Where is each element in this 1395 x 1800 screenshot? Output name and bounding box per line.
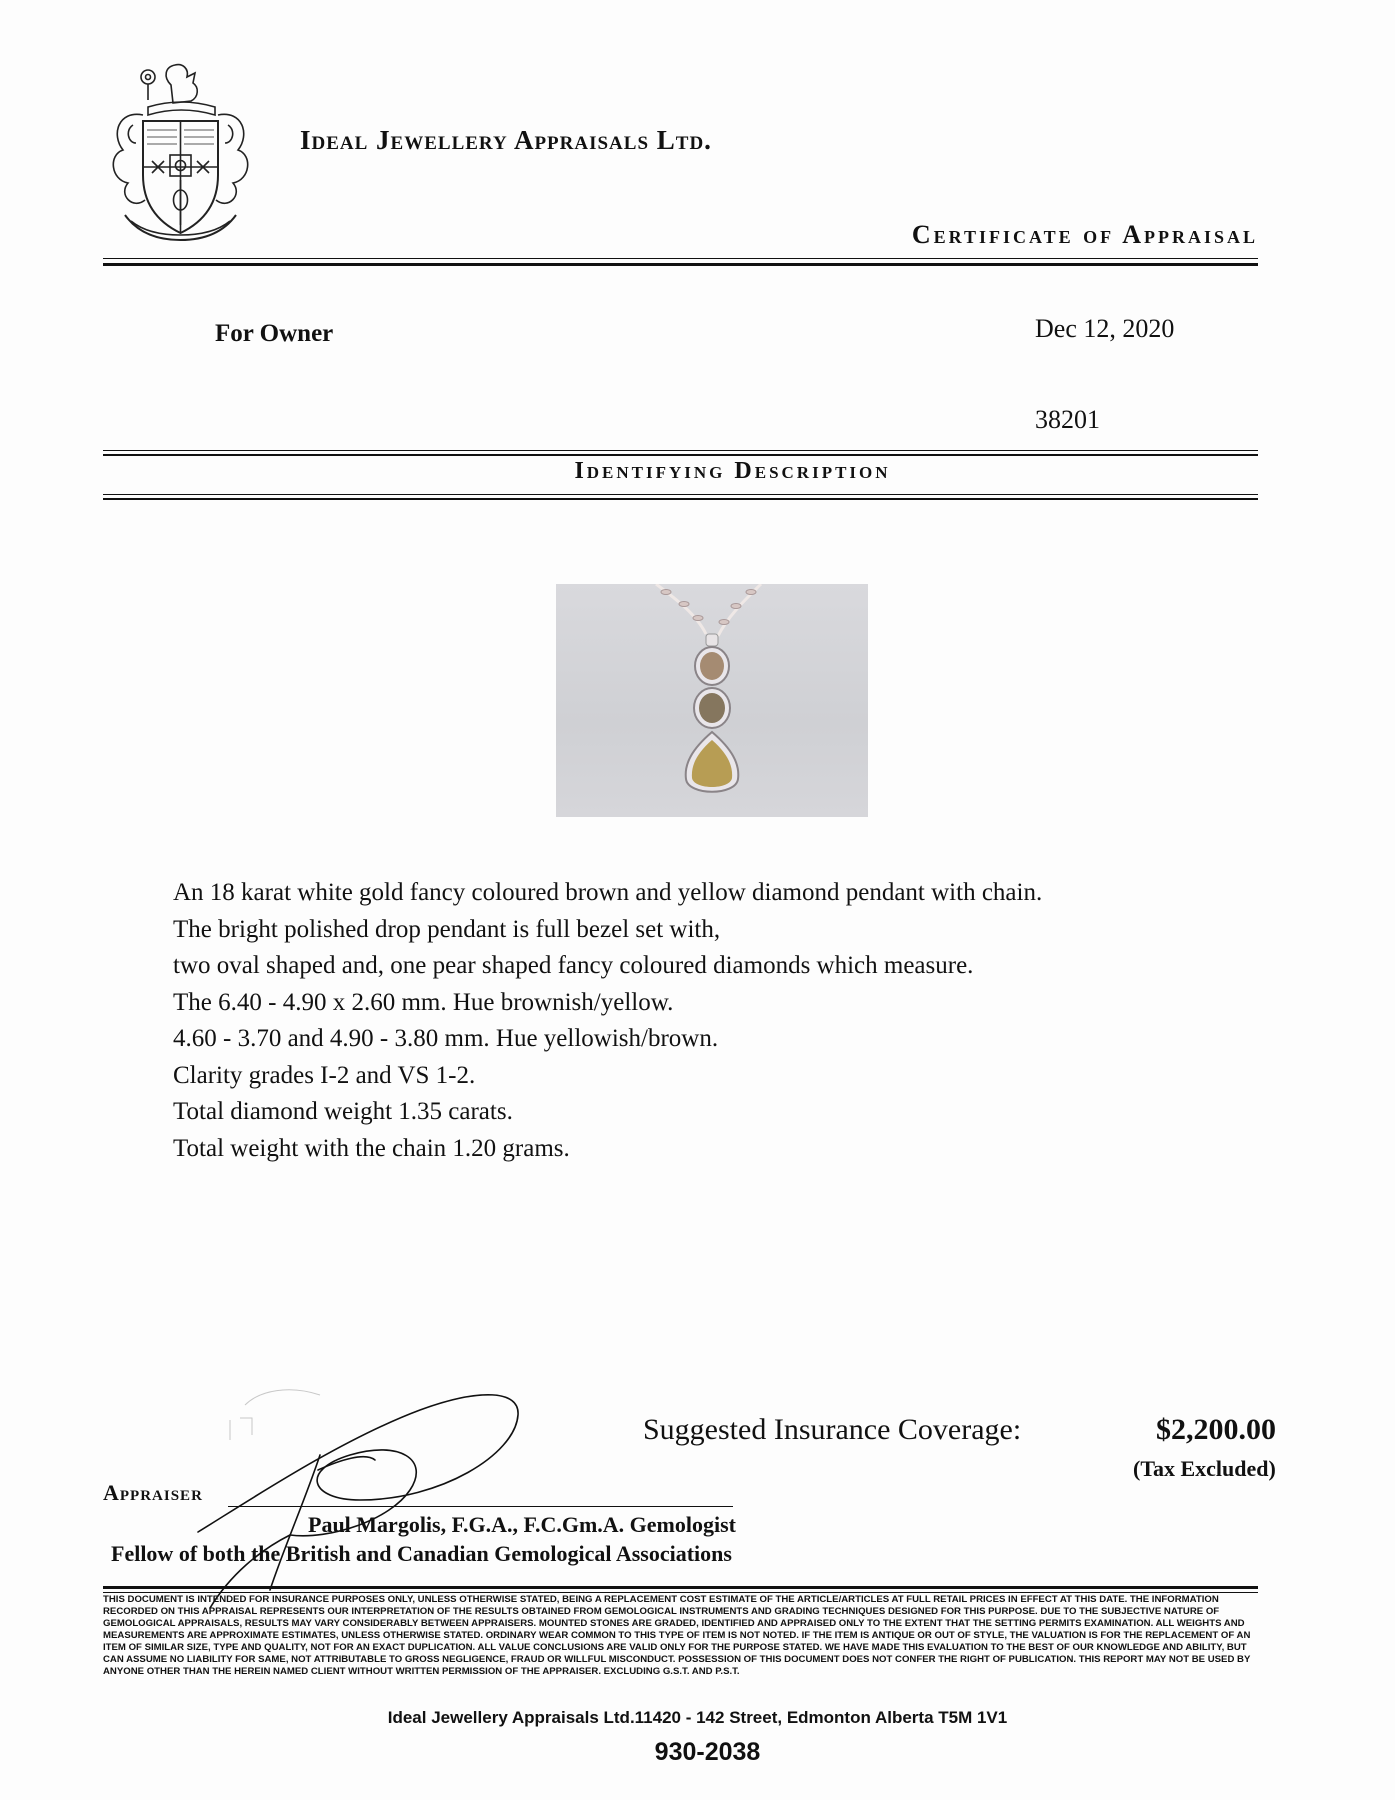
- description-line: The 6.40 - 4.90 x 2.60 mm. Hue brownish/yellow.: [173, 988, 674, 1016]
- footer-address: Ideal Jewellery Appraisals Ltd.11420 - 142 Street, Edmonton Alberta T5M 1V1: [387, 1708, 1008, 1727]
- appraiser-label: Appraiser: [103, 1480, 203, 1505]
- appraisal-date: Dec 12, 2020: [1035, 314, 1175, 343]
- divider: [103, 263, 1258, 266]
- appraiser-name: Paul Margolis, F.G.A., F.C.Gm.A. Gemologist: [308, 1512, 736, 1537]
- description-line: 4.60 - 3.70 and 4.90 - 3.80 mm. Hue yellowish/brown.: [173, 1025, 719, 1052]
- description-line: Total weight with the chain 1.20 grams.: [173, 1134, 570, 1162]
- owner-label: For Owner: [215, 320, 334, 347]
- divider: [103, 498, 1258, 500]
- certificate-title: Certificate of Appraisal: [911, 220, 1258, 249]
- coverage-amount: $2,200.00: [1156, 1413, 1276, 1446]
- divider: [103, 454, 1258, 456]
- pendant-illustration: [556, 584, 868, 817]
- divider: [103, 1592, 1258, 1593]
- section-title: Identifying Description: [574, 458, 891, 484]
- disclaimer-text: THIS DOCUMENT IS INTENDED FOR INSURANCE PURPOSES ONLY, UNLESS OTHERWISE STATED, BEING A REPLACEMENT COST ESTIMATE OF THE ARTICLE/ARTICLES AT FULL RETAIL PRICES IN EFFECT AT THIS DATE. THE INFORMATION RECORDED ON THIS APPRAISAL REPRESENTS OUR INTERPRETATION OF THE RESULTS OBTAINED FROM GEMOLOGICAL INSTRUMENTS AND GRADING TECHNIQUES DESIGNED FOR THIS PURPOSE. DUE TO THE SUBJECTIVE NATURE OF GEMOLOGICAL APPRAISALS, RESULTS MAY VARY CONSIDERABLY BETWEEN APPRAISERS. MOUNTED STONES ARE GRADED, IDENTIFIED AND APPRAISED ONLY TO THE EXTENT THAT THE SETTING PERMITS EXAMINATION. ALL WEIGHTS AND MEASUREMENTS ARE APPROXIMATE ESTIMATES, UNLESS OTHERWISE STATED. ORDINARY WEAR COMMON TO THIS TYPE OF ITEM IS NOT NOTED. IF THE ITEM IS ANTIQUE OR OUT OF STYLE, THE VALUATION IS FOR THE REPLACEMENT OF AN ITEM OF SIMILAR SIZE, TYPE AND QUALITY, NOT FOR AN EXACT DUPLICATION. ALL VALUE CONCLUSIONS ARE VALID ONLY FOR THE PURPOSE STATED. WE HAVE MADE THIS EVALUATION TO THE BEST OF OUR KNOWLEDGE AND ABILITY, BUT CAN ASSUME NO LIABILITY FOR SAME, NOT ATTRIBUTABLE TO GROSS NEGLIGENCE, FRAUD OR WILLFUL MISCONDUCT. POSSESSION OF THIS DOCUMENT DOES NOT CONFER THE RIGHT OF PUBLICATION. THIS REPORT MAY NOT BE USED BY ANYONE OTHER THAN THE HEREIN NAMED CLIENT WITHOUT WRITTEN PERMISSION OF THE APPRAISER. EXCLUDING G.S.T. AND P.S.T.: [103, 1594, 1251, 1677]
- coverage-label: Suggested Insurance Coverage:: [643, 1413, 1022, 1446]
- description-line: An 18 karat white gold fancy coloured brown and yellow diamond pendant with chain.: [173, 879, 1043, 906]
- appraiser-fellowship: Fellow of both the British and Canadian Gemological Associations: [111, 1541, 732, 1566]
- item-description: [173, 875, 1173, 1167]
- footer-phone: 930-2038: [654, 1738, 761, 1766]
- company-name: Ideal Jewellery Appraisals Ltd.: [300, 125, 712, 155]
- divider: [103, 258, 1258, 259]
- divider: [103, 1586, 1258, 1589]
- description-line: two oval shaped and, one pear shaped fancy coloured diamonds which measure.: [173, 952, 974, 979]
- divider: [103, 450, 1258, 451]
- reference-number: 38201: [1035, 405, 1100, 434]
- description-line: Total diamond weight 1.35 carats.: [173, 1098, 513, 1125]
- heraldic-crest-icon: [103, 55, 258, 245]
- tax-note: (Tax Excluded): [1133, 1456, 1276, 1481]
- pendant-photo: [556, 584, 868, 817]
- handwritten-signature: [190, 1360, 750, 1610]
- description-line: Clarity grades I-2 and VS 1-2.: [173, 1061, 476, 1089]
- description-line: The bright polished drop pendant is full bezel set with,: [173, 915, 721, 943]
- divider: [103, 494, 1258, 495]
